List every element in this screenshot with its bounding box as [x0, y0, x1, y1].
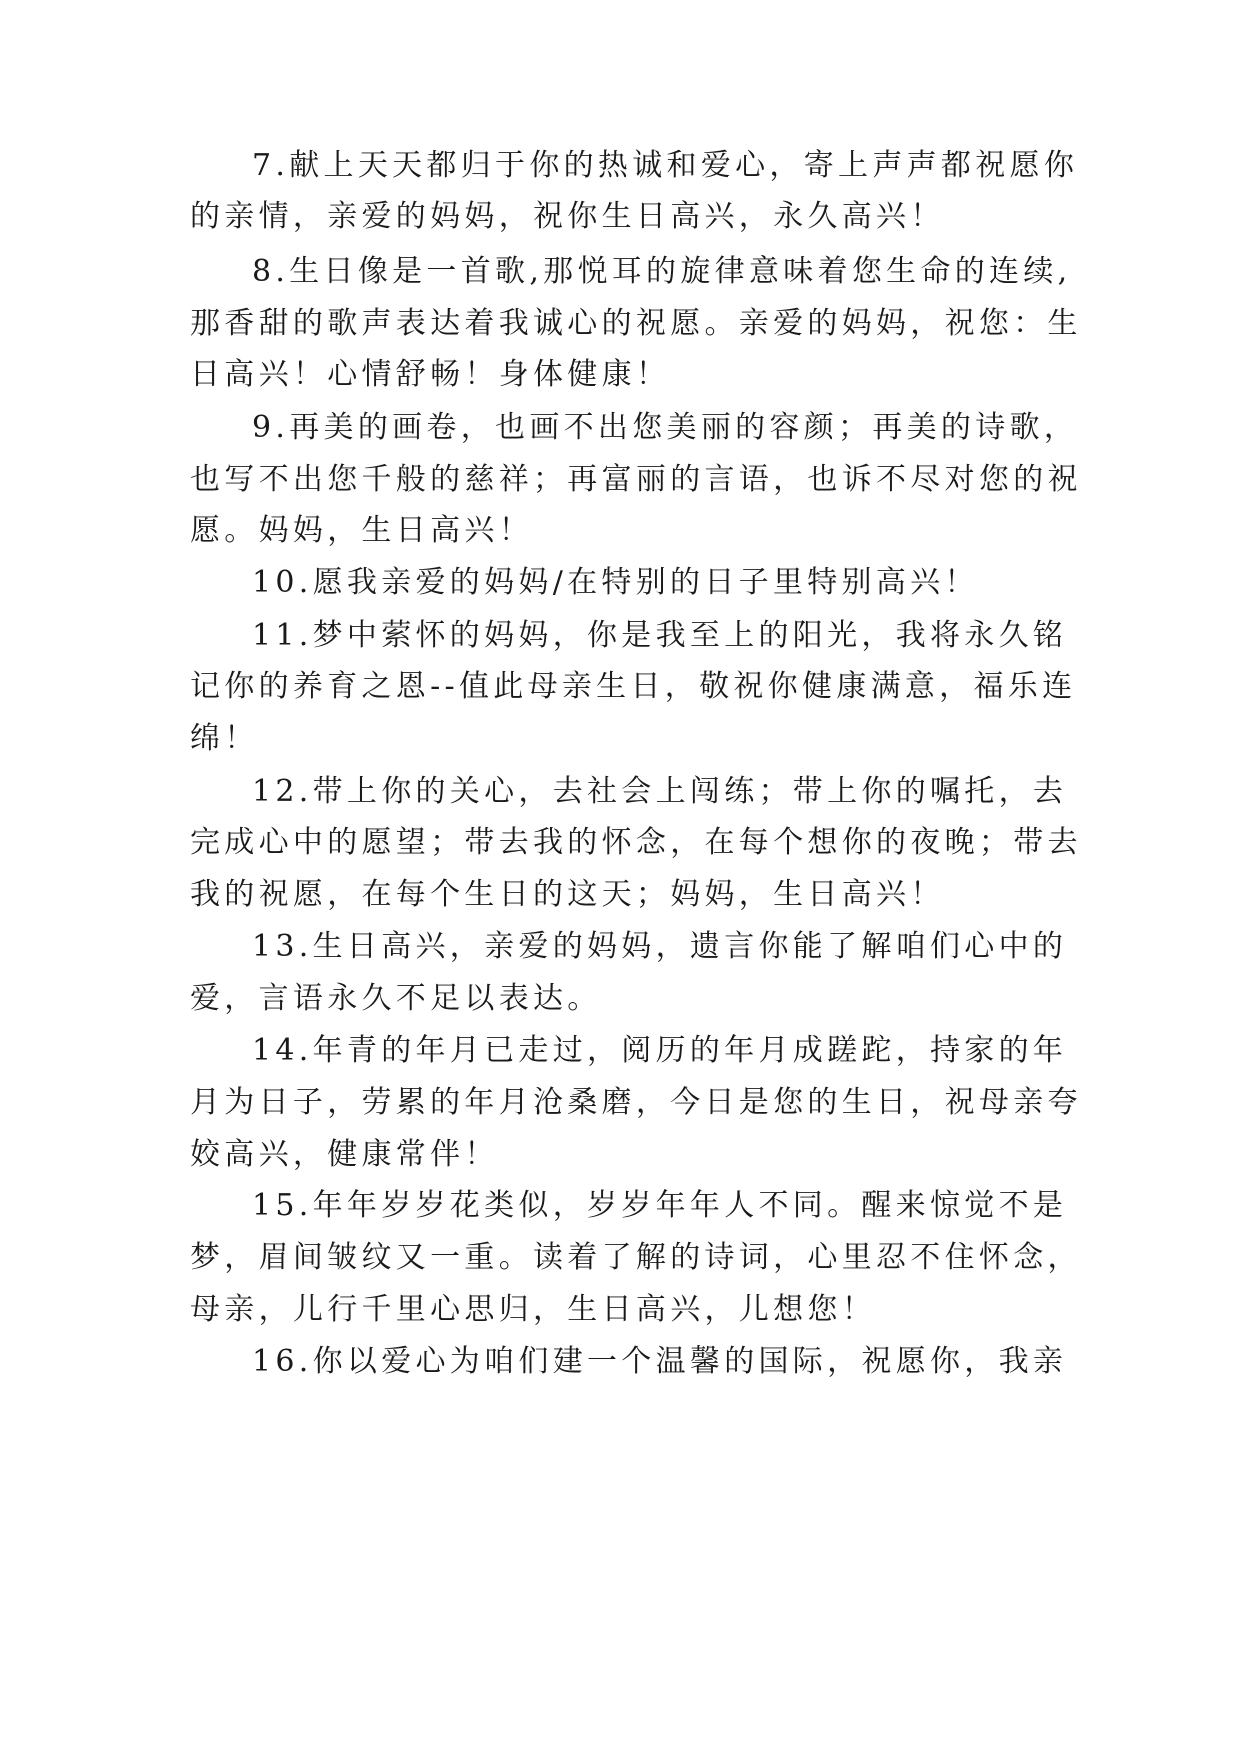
text-line: 日高兴！心情舒畅！身体健康！ [190, 357, 671, 392]
text-line: 我的祝愿，在每个生日的这天；妈妈，生日高兴！ [190, 877, 945, 912]
text-line: 梦，眉间皱纹又一重。读着了解的诗词，心里忍不住怀念， [190, 1240, 1082, 1275]
text-line: 10.愿我亲爱的妈妈/在特别的日子里特别高兴！ [252, 565, 979, 600]
text-line: 月为日子，劳累的年月沧桑磨，今日是您的生日，祝母亲夸 [190, 1085, 1082, 1120]
text-line: 11.梦中萦怀的妈妈，你是我至上的阳光，我将永久铭 [252, 618, 1068, 653]
text-line: 完成心中的愿望；带去我的怀念，在每个想你的夜晚；带去 [190, 825, 1082, 860]
text-line: 7.献上天天都归于你的热诚和爱心，寄上声声都祝愿你 [252, 148, 1079, 183]
text-line: 姣高兴，健康常伴！ [190, 1137, 499, 1172]
text-line: 9.再美的画卷，也画不出您美丽的容颜；再美的诗歌， [252, 410, 1079, 445]
text-line: 8.生日像是一首歌,那悦耳的旋律意味着您生命的连续, [252, 254, 1072, 289]
text-line: 13.生日高兴，亲爱的妈妈，遗言你能了解咱们心中的 [252, 929, 1068, 964]
text-line: 母亲，儿行千里心思归，生日高兴，儿想您！ [190, 1292, 876, 1327]
text-line: 也写不出您千般的慈祥；再富丽的言语，也诉不尽对您的祝 [190, 462, 1082, 497]
text-line: 的亲情，亲爱的妈妈，祝你生日高兴，永久高兴！ [190, 199, 945, 234]
text-line: 记你的养育之恩--值此母亲生日，敬祝你健康满意，福乐连 [190, 669, 1077, 704]
text-line: 14.年青的年月已走过，阅历的年月成蹉跎，持家的年 [252, 1033, 1068, 1068]
text-line: 15.年年岁岁花类似，岁岁年年人不同。醒来惊觉不是 [252, 1188, 1068, 1223]
text-line: 愿。妈妈，生日高兴！ [190, 513, 533, 548]
text-line: 爱，言语永久不足以表达。 [190, 981, 602, 1016]
text-line: 16.你以爱心为咱们建一个温馨的国际，祝愿你，我亲 [252, 1344, 1068, 1379]
text-line: 那香甜的歌声表达着我诚心的祝愿。亲爱的妈妈，祝您：生 [190, 306, 1082, 341]
text-line: 绵！ [190, 721, 259, 756]
text-line: 12.带上你的关心，去社会上闯练；带上你的嘱托，去 [252, 774, 1068, 809]
